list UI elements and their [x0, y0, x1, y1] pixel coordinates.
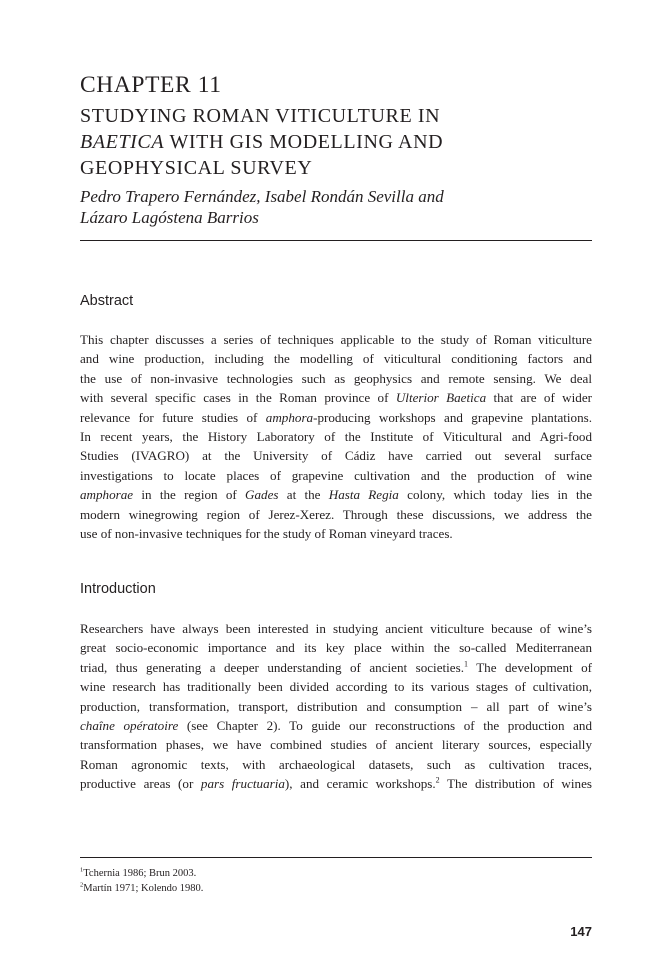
italic-text: Hasta Regia: [328, 487, 399, 503]
footnote-divider: [80, 857, 592, 858]
text-run: Studies (IVAGRO) at the University of Cádiz have carried out several surface: [80, 448, 592, 464]
text-line: [80, 369, 592, 388]
title-divider: [80, 240, 592, 241]
text-line: [80, 408, 592, 427]
text-line: [80, 485, 592, 504]
text-line: [80, 388, 592, 407]
footnotes: [80, 866, 592, 896]
text-line: [80, 755, 592, 774]
text-run: transformation phases, we have combined studies of ancient literary sources, especially: [80, 737, 592, 753]
text-run: that are of wider: [486, 390, 592, 406]
text-run: ), and ceramic workshops.: [284, 776, 436, 792]
text-line: [80, 466, 592, 485]
text-run: relevance for future studies of: [80, 409, 266, 425]
footnote-text: Martín 1971; Kolendo 1980.: [83, 883, 204, 894]
footnote-ref: 1: [463, 659, 468, 669]
text-line: [80, 619, 592, 638]
text-run: use of non-invasive techniques for the study of Roman vineyard traces.: [80, 526, 453, 542]
chapter-title-line-2: [80, 129, 592, 155]
text-run: production, transformation, transport, distribution and consumption – all part of wine’s: [80, 698, 592, 714]
text-run: modern winegrowing region of Jerez-Xerez. Through these discussions, we address the: [80, 506, 592, 522]
text-run: with several specific cases in the Roman province of: [80, 390, 396, 406]
authors-line-2: Lázaro Lagóstena Barrios: [80, 208, 259, 227]
text-run: -producing workshops and grapevine plantations.: [313, 409, 593, 425]
text-line: [80, 524, 592, 543]
text-run: the use of non-invasive technologies such as geophysics and remote sensing. We deal: [80, 370, 592, 386]
text-run: investigations to locate places of grapevine cultivation and the production of wine: [80, 467, 592, 483]
text-run: The development of: [467, 659, 592, 675]
text-line: [80, 427, 592, 446]
text-line: [80, 735, 592, 754]
text-line: [80, 677, 592, 696]
text-run: colony, which today lies in the: [398, 487, 593, 503]
footnote-mark: 1: [80, 866, 84, 874]
chapter-title: [80, 103, 592, 181]
footnote: [80, 881, 592, 896]
italic-text: Ulterior Baetica: [395, 390, 487, 406]
text-run: wine research has traditionally been divided according to its various stages of cultivation,: [80, 679, 592, 695]
authors-line-1: Pedro Trapero Fernández, Isabel Rondán Sevilla and: [80, 187, 444, 206]
abstract-heading: Abstract: [80, 293, 134, 309]
footnote-text: Tchernia 1986; Brun 2003.: [83, 868, 197, 879]
footnote-ref: 2: [435, 775, 440, 785]
text-line: [80, 658, 592, 677]
text-line: [80, 774, 592, 793]
chapter-title-italic-word: BAETICA: [80, 131, 165, 153]
text-line: [80, 638, 592, 657]
text-run: and wine production, including the modelling of viticultural conditioning factors and: [80, 351, 592, 367]
chapter-title-line-2-rest: WITH GIS MODELLING AND: [164, 131, 444, 153]
text-run: The distribution of wines: [439, 776, 592, 792]
introduction-paragraph: [80, 619, 592, 794]
italic-text: Gades: [245, 487, 279, 503]
text-run: (see Chapter 2). To guide our reconstructions of the production and: [178, 718, 593, 734]
chapter-title-line-3: GEOPHYSICAL SURVEY: [80, 157, 313, 179]
text-line: [80, 349, 592, 368]
text-line: [80, 446, 592, 465]
chapter-authors: [80, 186, 592, 228]
italic-text: pars fructuaria: [200, 776, 285, 792]
text-run: Roman agronomic texts, with archaeological datasets, such as cultivation traces,: [80, 756, 592, 772]
text-line: [80, 716, 592, 735]
italic-text: chaîne opératoire: [80, 718, 179, 734]
text-run: triad, thus generating a deeper understanding of ancient societies.: [80, 659, 464, 675]
page-number: 147: [570, 924, 592, 939]
text-run: in the region of: [133, 487, 246, 503]
italic-text: amphora: [265, 409, 314, 425]
footnote: [80, 866, 592, 881]
text-run: In recent years, the History Laboratory of the Institute of Viticultural and Agri-food: [80, 429, 592, 445]
text-run: great socio-economic importance and its key place within the so-called Mediterranean: [80, 640, 592, 656]
italic-text: amphorae: [80, 487, 134, 503]
chapter-number: CHAPTER 11: [80, 72, 222, 98]
chapter-title-line-1: STUDYING ROMAN VITICULTURE IN: [80, 105, 441, 127]
text-line: [80, 330, 592, 349]
footnote-mark: 2: [80, 881, 84, 889]
abstract-paragraph: [80, 330, 592, 543]
text-line: [80, 697, 592, 716]
text-run: at the: [278, 487, 329, 503]
text-line: [80, 505, 592, 524]
book-page: [80, 0, 592, 975]
text-run: This chapter discusses a series of techniques applicable to the study of Roman viticulture: [80, 332, 592, 347]
text-run: Researchers have always been interested in studying ancient viticulture because of wine’s: [80, 621, 592, 636]
introduction-heading: Introduction: [80, 581, 156, 597]
text-run: productive areas (or: [80, 776, 201, 792]
